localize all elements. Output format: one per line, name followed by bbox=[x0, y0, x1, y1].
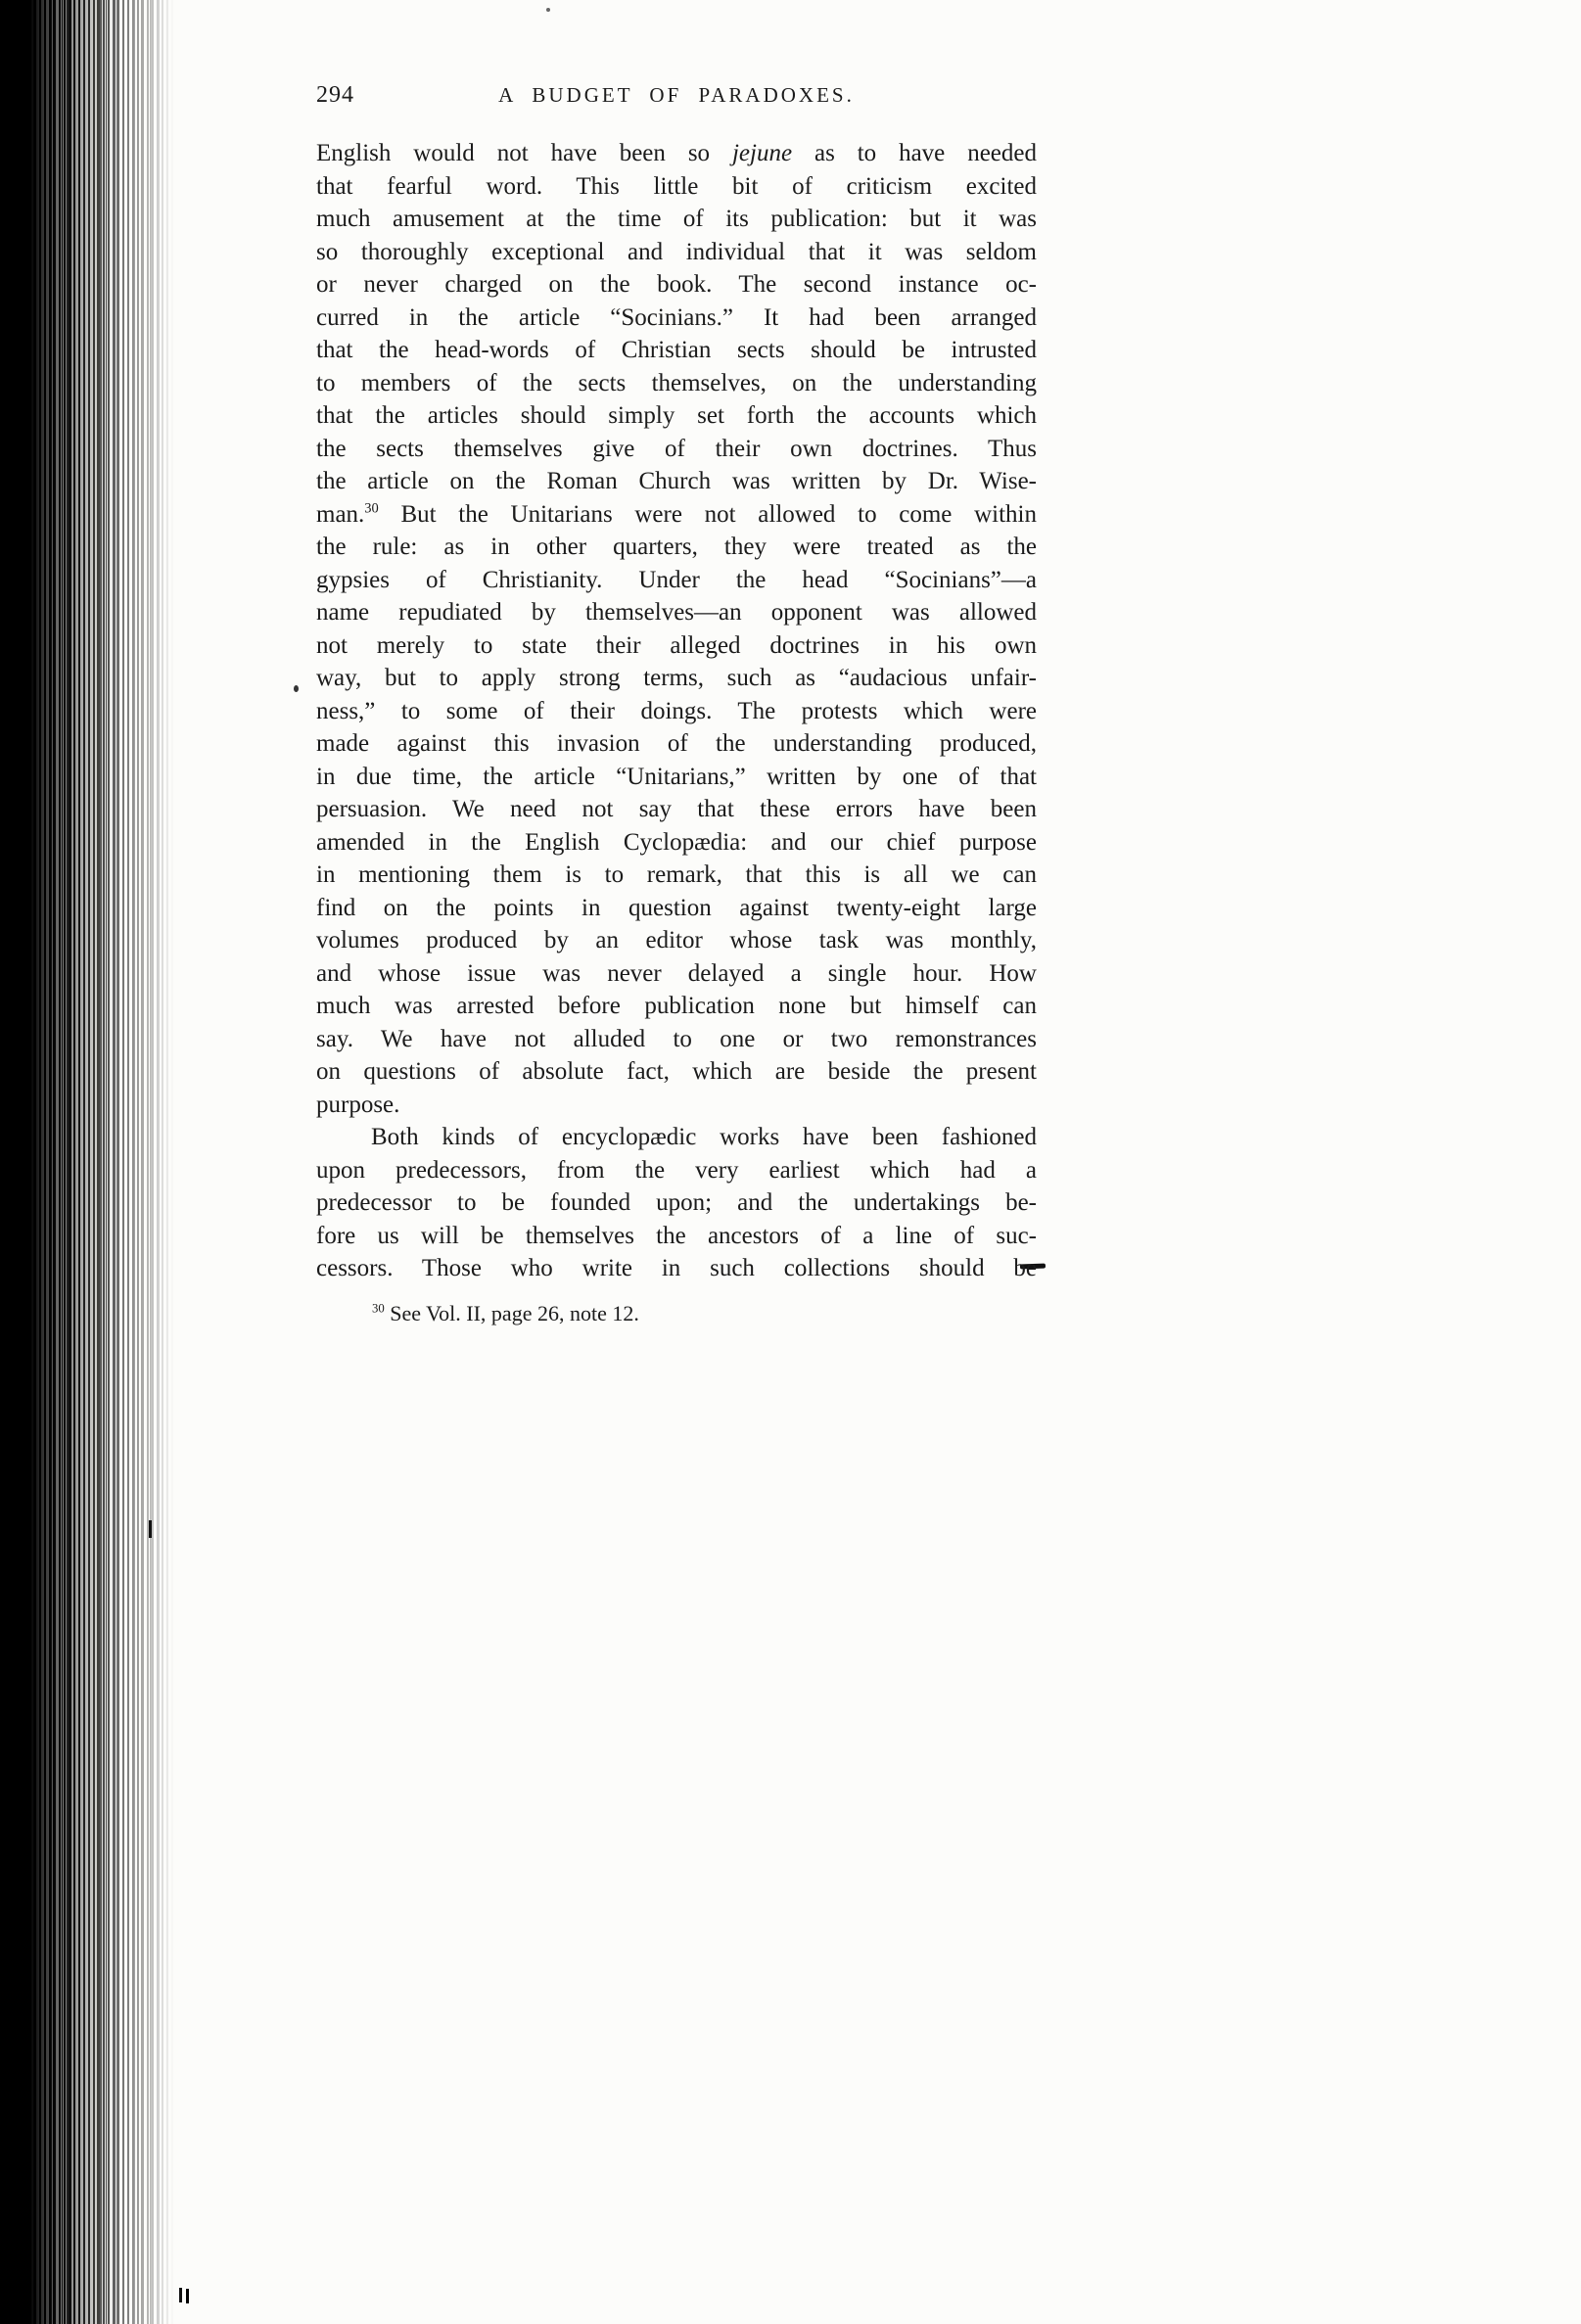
text-line: say. We have not alluded to one or two remonstrances bbox=[316, 1025, 1037, 1052]
text-line: volumes produced by an editor whose task was monthly, bbox=[316, 927, 1037, 953]
text-line: in mentioning them is to remark, that this is all we can bbox=[316, 861, 1037, 888]
text-line: man.$^{30}$ But the Unitarians were not allowed to come within bbox=[316, 500, 1037, 528]
text-line: find on the points in question against twenty-eight large bbox=[316, 894, 1037, 921]
scan-artifact bbox=[149, 1520, 152, 1538]
footnote-text: See Vol. II, page 26, note 12. bbox=[384, 1300, 639, 1325]
text-line: not merely to state their alleged doctrines in his own bbox=[316, 631, 1037, 659]
page-number: 294 bbox=[316, 82, 354, 108]
running-header: A BUDGET OF PARADOXES. bbox=[498, 83, 855, 107]
text-line: purpose. bbox=[316, 1091, 400, 1118]
text-line: on questions of absolute fact, which are beside the present bbox=[316, 1058, 1037, 1085]
text-line: predecessor to be founded upon; and the undertakings be- bbox=[316, 1189, 1037, 1216]
text-line: cessors. Those who write in such collections should be bbox=[316, 1255, 1037, 1281]
text-line: English would not have been so jejune as to have needed bbox=[316, 140, 1037, 166]
text-line: ness,” to some of their doings. The protests which were bbox=[316, 697, 1037, 724]
text-line: amended in the English Cyclopædia: and our chief purpose bbox=[316, 828, 1037, 856]
text-line: the rule: as in other quarters, they were treated as the bbox=[316, 534, 1037, 560]
text-line: name repudiated by themselves—an opponent was allowed bbox=[316, 599, 1037, 626]
page-header bbox=[316, 78, 1037, 112]
text-line: to members of the sects themselves, on the understanding bbox=[316, 369, 1037, 396]
text-line: the sects themselves give of their own doctrines. Thus bbox=[316, 435, 1037, 462]
text-line: made against this invasion of the understanding produced, bbox=[316, 730, 1037, 757]
text-line: that the articles should simply set forth the accounts which bbox=[316, 402, 1037, 429]
text-line: the article on the Roman Church was written by Dr. Wise- bbox=[316, 468, 1037, 494]
text-line: curred in the article “Socinians.” It had been arranged bbox=[316, 303, 1037, 331]
text-line: persuasion. We need not say that these errors have been bbox=[316, 796, 1037, 822]
text-line: and whose issue was never delayed a single hour. How bbox=[316, 959, 1037, 987]
text-line: or never charged on the book. The second instance oc- bbox=[316, 271, 1037, 298]
footnote-marker: 30 bbox=[372, 1301, 385, 1316]
text-line: in due time, the article “Unitarians,” written by one of that bbox=[316, 763, 1037, 790]
text-line: much amusement at the time of its publication: but it was bbox=[316, 206, 1037, 232]
footnote bbox=[372, 1299, 1037, 1328]
text-line: that the head-words of Christian sects should be intrusted bbox=[316, 337, 1037, 363]
text-line: fore us will be themselves the ancestors of a line of suc- bbox=[316, 1222, 1037, 1249]
text-line: that fearful word. This little bit of criticism excited bbox=[316, 172, 1037, 200]
body-text bbox=[316, 137, 1037, 1285]
text-line: much was arrested before publication none but himself can bbox=[316, 993, 1037, 1019]
text-line: way, but to apply strong terms, such as “audacious unfair- bbox=[316, 665, 1037, 691]
binding-gutter-scan bbox=[0, 0, 174, 2324]
page-content bbox=[316, 78, 1037, 1328]
text-line: upon predecessors, from the very earliest which had a bbox=[316, 1156, 1037, 1184]
text-line: Both kinds of encyclopædic works have been fashioned bbox=[371, 1124, 1037, 1150]
scan-artifact bbox=[179, 2288, 182, 2302]
text-line: so thoroughly exceptional and individual that it was seldom bbox=[316, 238, 1037, 265]
scan-artifact bbox=[546, 8, 550, 12]
scan-artifact bbox=[294, 685, 299, 692]
text-line: gypsies of Christianity. Under the head “Socinians”—a bbox=[316, 566, 1037, 593]
